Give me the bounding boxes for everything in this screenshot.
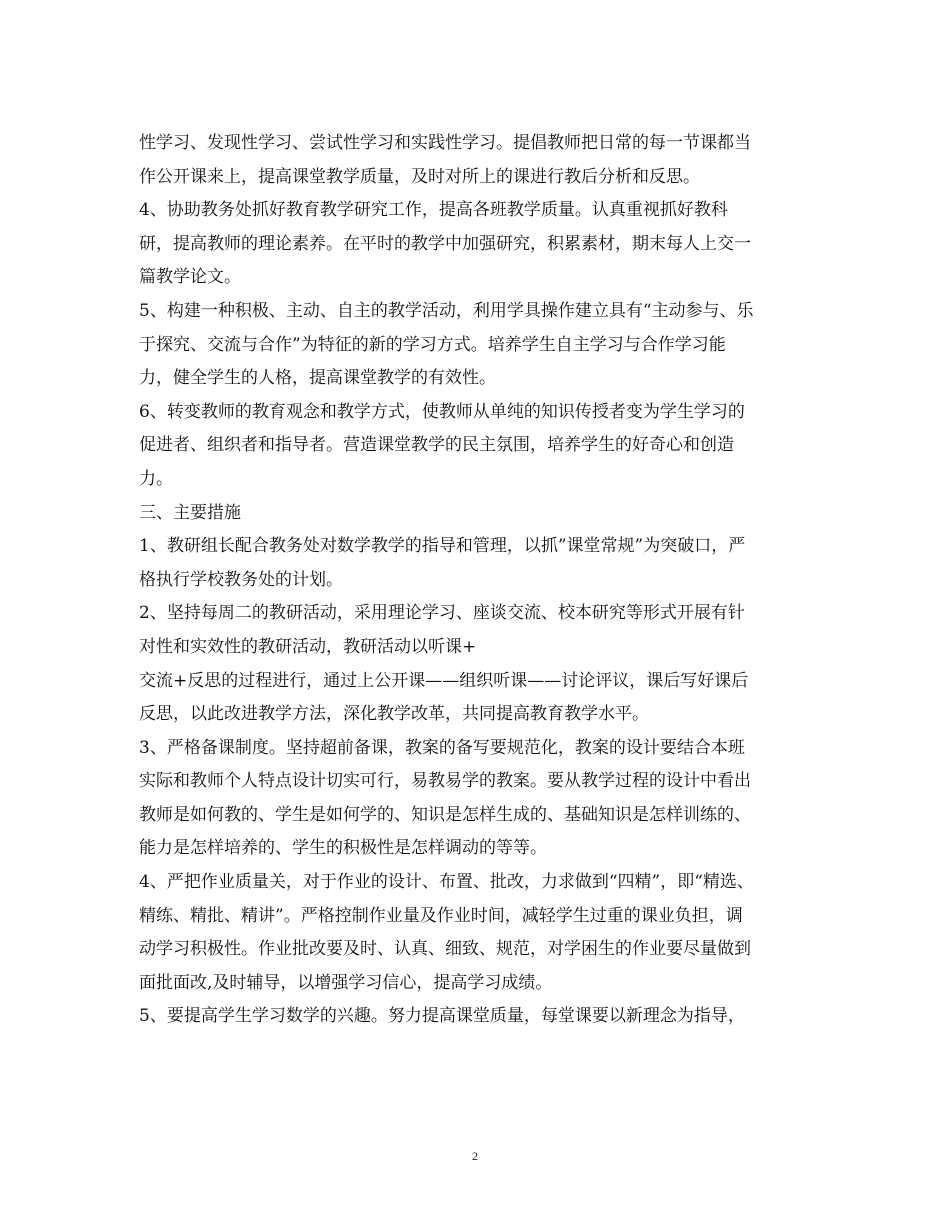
text-line: 作公开课来上，提高课堂教学质量，及时对所上的课进行教后分析和反思。	[139, 166, 700, 187]
text-line: 促进者、组织者和指导者。营造课堂教学的民主氛围，培养学生的好奇心和创造	[139, 435, 734, 456]
text-line: 6、转变教师的教育观念和教学方式，使教师从单纯的知识传授者变为学生学习的	[139, 401, 745, 422]
text-line: 力。	[139, 468, 173, 489]
body-text	[139, 127, 819, 1034]
text-line: 4、严把作业质量关，对于作业的设计、布置、批改，力求做到“四精”，即“精选、	[139, 872, 754, 893]
text-line: 精练、精批、精讲”。严格控制作业量及作业时间，减轻学生过重的课业负担，调	[139, 905, 743, 926]
text-line: 性学习、发现性学习、尝试性学习和实践性学习。提倡教师把日常的每一节课都当	[139, 133, 751, 153]
text-line: 格执行学校教务处的计划。	[139, 569, 343, 590]
text-line: 实际和教师个人特点设计切实可行，易教易学的教案。要从教学过程的设计中看出	[139, 771, 751, 792]
text-line: 3、严格备课制度。坚持超前备课，教案的备写要规范化，教案的设计要结合本班	[139, 737, 745, 758]
text-line: 力，健全学生的人格，提高课堂教学的有效性。	[139, 368, 496, 389]
text-line: 对性和实效性的教研活动，教研活动以听课+	[139, 636, 477, 657]
text-line: 研，提高教师的理论素养。在平时的教学中加强研究，积累素材，期末每人上交一	[139, 233, 751, 254]
text-line: 1、教研组长配合教务处对数学教学的指导和管理，以抓”课堂常规”为突破口，严	[139, 536, 746, 557]
section-heading: 三、主要措施	[139, 502, 241, 523]
text-line: 教师是如何教的、学生是如何学的、知识是怎样生成的、基础知识是怎样训练的、	[139, 804, 751, 825]
text-line: 反思，以此改进教学方法，深化教学改革，共同提高教育教学水平。	[139, 704, 649, 725]
text-line: 2、坚持每周二的教研活动，采用理论学习、座谈交流、校本研究等形式开展有针	[139, 603, 745, 624]
text-line: 于探究、交流与合作”为特征的新的学习方式。培养学生自主学习与合作学习能	[139, 334, 726, 355]
text-line: 交流+反思的过程进行，通过上公开课——组织听课——讨论评议，课后写好课后	[139, 670, 749, 691]
text-line: 4、协助教务处抓好教育教学研究工作，提高各班教学质量。认真重视抓好教科	[139, 200, 728, 221]
text-line: 篇教学论文。	[139, 267, 241, 288]
text-line: 能力是怎样培养的、学生的积极性是怎样调动的等等。	[139, 838, 547, 859]
text-line: 面批面改,及时辅导，以增强学习信心，提高学习成绩。	[139, 972, 553, 993]
text-line: 5、构建一种积极、主动、自主的教学活动，利用学具操作建立具有“主动参与、乐	[139, 300, 754, 321]
page-number: 2	[472, 1149, 478, 1163]
text-line: 动学习积极性。作业批改要及时、认真、细致、规范，对学困生的作业要尽量做到	[139, 939, 751, 960]
text-line: 5、要提高学生学习数学的兴趣。努力提高课堂质量，每堂课要以新理念为指导，	[139, 1006, 745, 1027]
